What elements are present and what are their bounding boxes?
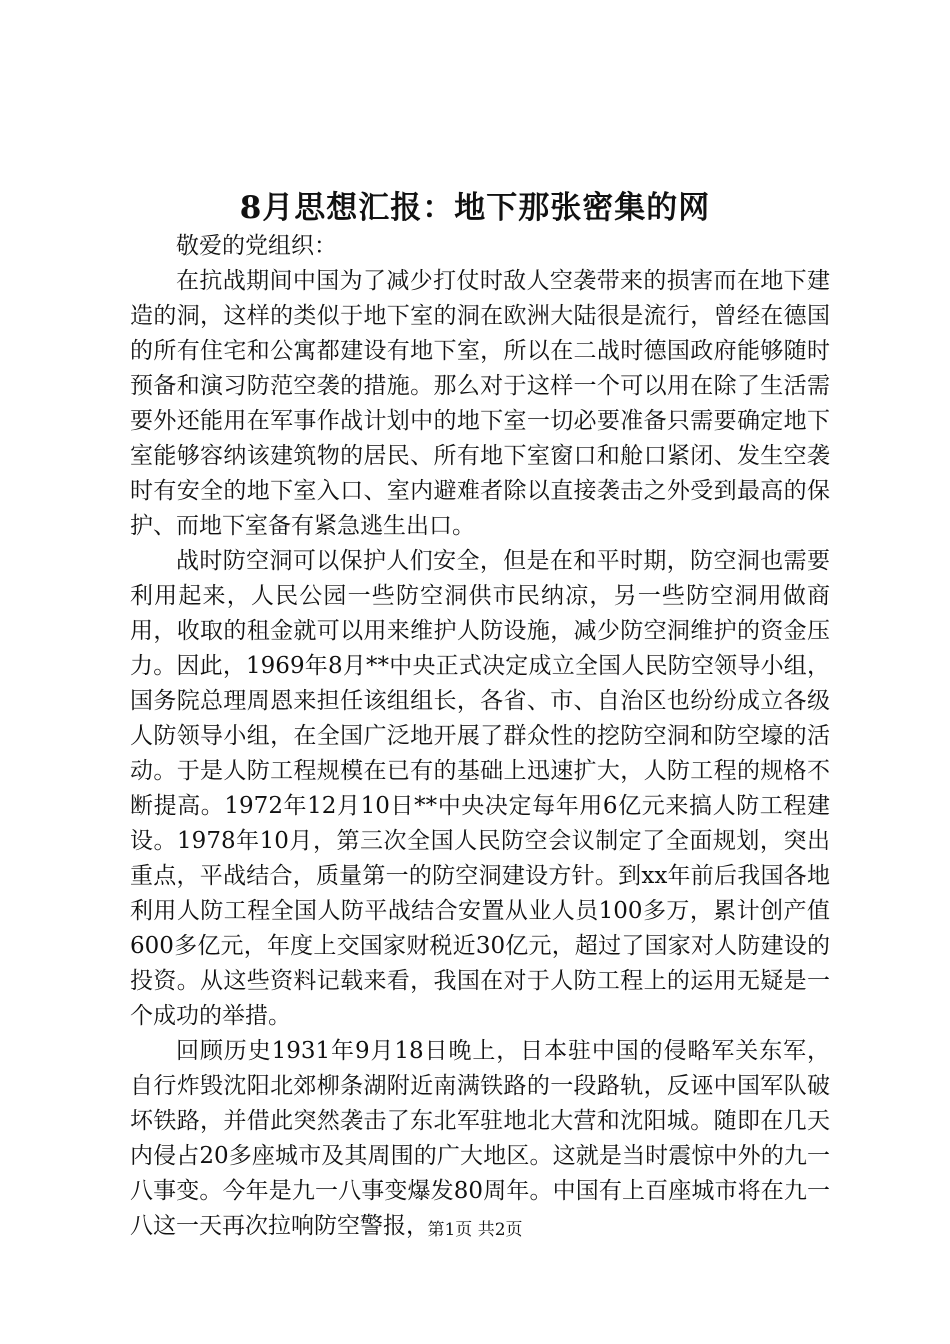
salutation: 敬爱的党组织： [176, 233, 337, 259]
document-title: 8月思想汇报：地下那张密集的网 [239, 190, 711, 226]
paragraph-3: 回顾历史1931年9月18日晚上，日本驻中国的侵略军关东军，自行炸毁沈阳北郊柳条湖附近南满铁路的一段路轨，反诬中国军队破坏铁路，并借此突然袭击了东北军驻地北大营和沈阳城。随即在几天内侵占20多座城市及其周围的广大地区。这就是当时震惊中外的九一八事变。今年是九一八事变爆发80周年。中国有上百座城市将在九一八这一天再次拉响防空警报， [130, 1038, 830, 1239]
document-body [130, 229, 830, 1244]
paragraph-1: 在抗战期间中国为了减少打仗时敌人空袭带来的损害而在地下建造的洞，这样的类似于地下室的洞在欧洲大陆很是流行，曾经在德国的所有住宅和公寓都建设有地下室，所以在二战时德国政府能够随时预备和演习防范空袭的措施。那么对于这样一个可以用在除了生活需要外还能用在军事作战计划中的地下室一切必要准备只需要确定地下室能够容纳该建筑物的居民、所有地下室窗口和舱口紧闭、发生空袭时有安全的地下室入口、室内避难者除以直接袭击之外受到最高的保护、而地下室备有紧急逃生出口。 [130, 268, 830, 539]
page-footer: 第1页 共2页 [427, 1220, 523, 1240]
paragraph-2: 战时防空洞可以保护人们安全，但是在和平时期，防空洞也需要利用起来，人民公园一些防空洞供市民纳凉，另一些防空洞用做商用，收取的租金就可以用来维护人防设施，减少防空洞维护的资金压力。因此，1969年8月**中央正式决定成立全国人民防空领导小组，国务院总理周恩来担任该组组长，各省、市、自治区也纷纷成立各级人防领导小组，在全国广泛地开展了群众性的挖防空洞和防空壕的活动。于是人防工程规模在已有的基础上迅速扩大，人防工程的规格不断提高。1972年12月10日**中央决定每年用6亿元来搞人防工程建设。1978年10月，第三次全国人民防空会议制定了全面规划，突出重点，平战结合，质量第一的防空洞建设方针。到xx年前后我国各地利用人防工程全国人防平战结合安置从业人员100多万，累计创产值600多亿元，年度上交国家财税近30亿元，超过了国家对人防建设的投资。从这些资料记载来看，我国在对于人防工程上的运用无疑是一个成功的举措。 [130, 548, 830, 1029]
